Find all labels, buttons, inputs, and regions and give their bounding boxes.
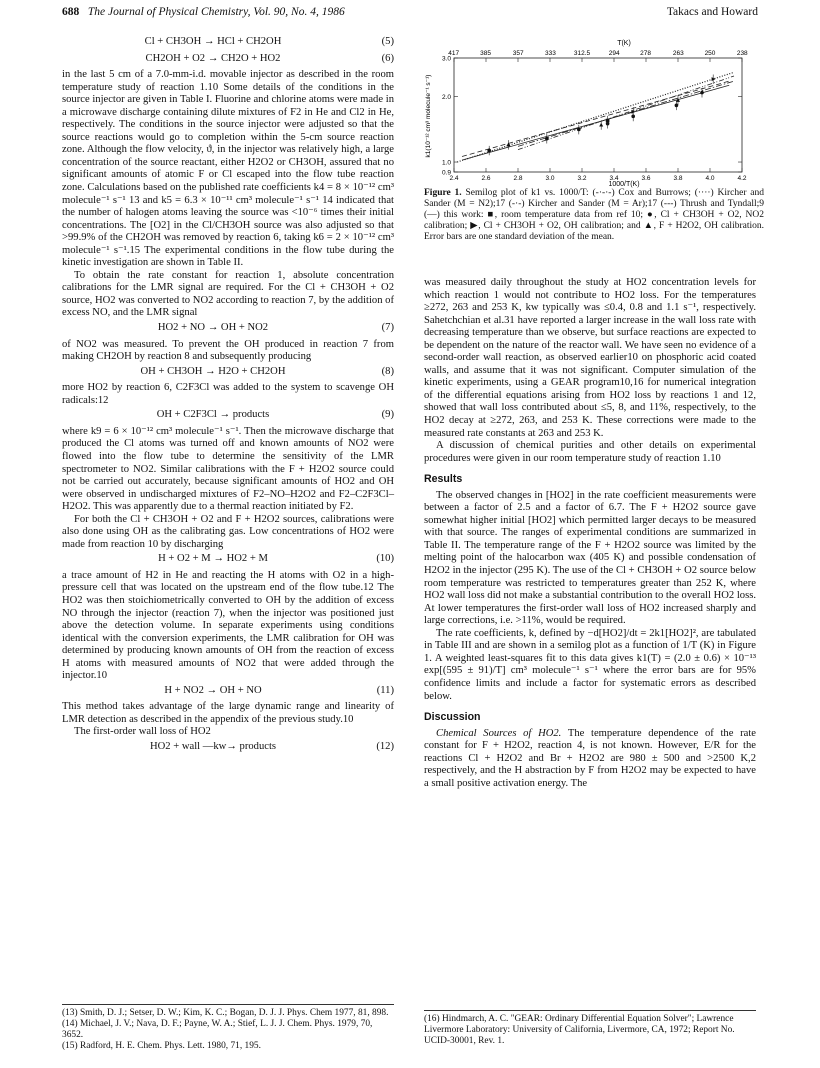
paragraph: more HO2 by reaction 6, C2F3Cl was added to the system to scavenge OH radicals:12 [62, 382, 394, 406]
top-tick-label: 238 [736, 50, 748, 57]
top-tick-label: 385 [480, 50, 492, 57]
paragraph: The first-order wall loss of HO2 [74, 726, 211, 738]
top-tick-label: 333 [545, 50, 556, 57]
figure-caption-text: Semilog plot of k1 vs. 1000/T: (-·-·-) Cox and Burrows; (····) Kircher and Sander (M = N2);17 (-·-) Kircher and Sander (M = Ar);17 (---) Thrush and Tyndall;9 (—) this work: ■, room temperature data from ref 10; ●, Cl + CH3OH + O2, NO2 calibration; ▶, Cl + CH3OH + O2, OH calibration; and ▲, F + H2O2, OH calibration. Error bars are one standard deviation of the mean. [424, 188, 764, 242]
data-point-triangle [599, 123, 603, 127]
top-axis-label: T(K) [617, 40, 631, 47]
equation-expr: CH2OH + O2 → CH2O + HO2 [145, 52, 281, 64]
x-tick-label: 3.8 [673, 175, 683, 182]
equation-number: (8) [381, 365, 394, 377]
section-heading-results: Results [424, 473, 463, 486]
paragraph [424, 728, 756, 791]
y-tick-label: 0.9 [441, 169, 451, 177]
x-tick-label: 2.6 [481, 175, 491, 182]
equation-number: (6) [381, 52, 394, 64]
equation-number: (7) [381, 322, 394, 334]
y-axis-label: k1(10⁻¹² cm³ molecule⁻¹ s⁻¹) [425, 74, 432, 158]
figure-caption [424, 188, 764, 243]
section-heading-discussion: Discussion [424, 711, 481, 724]
x-tick-label: 2.8 [513, 175, 523, 182]
fit-line-dotted [457, 72, 734, 162]
journal-title: The Journal of Physical Chemistry, Vol. 90, No. 4, 1986 [87, 6, 345, 18]
top-tick-label: 250 [704, 50, 716, 57]
plot-frame [454, 58, 742, 172]
paragraph: a trace amount of H2 in He and reacting the H atoms with O2 in a high-pressure cell that was located on the upstream end of the flow tube.12 The HO2 was then stoichiometrically converted to OH by the addition of excess NO through the injector (reaction 7), when the injector was positioned just above the detection volume. In separate experiments using conditions identical with the conversion experiments, the LMR calibration for OH was determined by producing known amounts of OH from the reaction of excess H atoms with measured amounts of NO2 that were added through the injector.10 [62, 569, 394, 682]
top-tick-label: 278 [640, 50, 651, 57]
paragraph: in the last 5 cm of a 7.0-mm-i.d. movable injector as described in the room temperature study of reaction 1.10 Some details of the conditions in the source injector are given in Table I. Fluorine and chlorine atoms were made in a microwave discharge containing dilute mixtures of F2 in He and Cl2 in He, respectively. The conditions in the source injector were adjusted so that the source reactions would go to completion within the 5-cm source reaction zone. Although the flow velocity, ϑ, in the injector was relatively high, a large concentration of the source reactant, either H2O2 or CH3OH, assured that no significant amounts of atomic F or Cl escaped into the flow tube reaction zone. Calculations based on the published rate coefficients k4 = 8 × 10⁻¹² cm³ molecule⁻¹ s⁻¹ 13 and k5 = 6.3 × 10⁻¹¹ cm³ molecule⁻¹ s⁻¹ 14 indicated that the number of halogen atoms leaving the source was <10⁻⁶ times their initial concentrations. The [O2] in the Cl/CH3OH source was also adjusted so that >99.9% of the CH2OH was removed by reaction 6, taking k6 = 2 × 10⁻¹² cm³ molecule⁻¹ s⁻¹.15 The experimental conditions in the flow tube during the kinetic investigation are shown in Table II. [62, 69, 394, 269]
paragraph: was measured daily throughout the study at HO2 concentration levels for which reaction 1 would not contribute to HO2 loss. For the temperatures ≥272, 263 and 253 K, kw typically was ≤0.4, 0.8 and 1.1 s⁻¹, respectively. Sahetchchian et al.31 have reported a larger increase in the wall loss rate with decreasing temperature than we observe, but surface reactions are expected to be dependent on the nature of the reactor wall. We have seen no evidence of a second-order wall reaction, as observed earlier10 on phosphoric acid coated walls, and assume that it was not significant. Computer simulation of the kinetic experiments, using a GEAR program10,16 for numerical integration of the differential equations arising from HO2 loss by reactions 1 and 12, showed that wall loss contributed about ≤5, 8, and 11%, respectively, to the HO2 decay at ≥272, 263, and 253 K. These corrections were made to the measured rate constants at 263 and 253 K. [424, 277, 756, 439]
equation-expr: HO2 + wall —kw→ products [149, 740, 277, 752]
reference: (13) Smith, D. J.; Setser, D. W.; Kim, K. C.; Bogan, D. J. J. Phys. Chem 1977, 81, 898. [62, 1008, 389, 1018]
equation-expr: H + NO2 → OH + NO [164, 684, 262, 696]
data-point-circle [487, 149, 491, 153]
equation-number: (11) [376, 684, 394, 696]
top-tick-label: 263 [672, 50, 684, 57]
top-tick-label: 357 [512, 50, 524, 57]
top-tick-label: 417 [448, 50, 460, 57]
reference: (14) Michael, J. V.; Nava, D. F.; Payne, W. A.; Stief, L. J. J. Chem. Phys. 1979, 70, 3652. [62, 1019, 373, 1040]
paragraph-text: The temperature dependence of the rate constant for F + H2O2, reaction 4, is not known. However, E/R for the reactions Cl + H2O2 and Br + H2O2 are 980 ± 500 and >2500 K,2 respectively, and the H abstraction by F from H2O2 may be expected to have a small positive activation energy. The [424, 727, 757, 789]
y-tick-label: 2.0 [441, 93, 451, 101]
x-tick-label: 3.6 [641, 175, 651, 182]
equation-expr: OH + CH3OH → H2O + CH2OH [140, 365, 286, 377]
equation-10 [62, 553, 394, 566]
semilog-plot [424, 40, 764, 188]
paragraph: The observed changes in [HO2] in the rate coefficient measurements were between a factor of 2.5 and a factor of 6.7. The F + H2O2 source gave somewhat higher initial [HO2] which permitted larger decays to be measured with that source. The ranges of experimental conditions are summarized in Table II. The temperature range of the F + H2O2 source was limited by the melting point of the halocarbon wax (405 K) and possible condensation of H2O2 in the injector (295 K). The use of the Cl + CH3OH + O2 source below room temperature was restricted to temperatures greater than 252 K, where HO2 wall loss did not make a substantial contribution to the overall HO2 loss. At lower temperatures the first-order wall loss of HO2 increased sharply and large corrections, i.e. >11%, would be required. [424, 489, 756, 627]
equation-8 [62, 366, 394, 379]
equation-9 [62, 409, 394, 422]
x-tick-label: 4.0 [705, 175, 715, 182]
equation-expr: Cl + CH3OH → HCl + CH2OH [144, 36, 282, 47]
equation-number: (9) [381, 409, 394, 421]
x-axis-label: 1000/T(K) [608, 181, 640, 188]
figure-caption-label: Figure 1. [424, 188, 462, 198]
reference: (15) Radford, H. E. Chem. Phys. Lett. 1980, 71, 195. [62, 1041, 261, 1051]
paragraph: To obtain the rate constant for reaction 1, absolute concentration calibrations for the LMR signal are required. For the Cl + CH3OH + O2 source, HO2 was converted to NO2 according to reaction 7, by the addition of excess NO, and the LMR signal [62, 269, 394, 319]
y-tick-label: 1.0 [441, 159, 451, 167]
equation-12 [62, 741, 394, 754]
equation-number: (12) [376, 740, 394, 752]
equation-expr: H + O2 + M → HO2 + M [158, 553, 268, 565]
equation-number: (5) [381, 36, 394, 47]
page-header [62, 6, 758, 24]
fit-line-dashed [462, 81, 729, 156]
x-tick-label: 3.0 [545, 175, 555, 182]
right-column [424, 277, 756, 790]
paragraph: A discussion of chemical purities and other details on experimental procedures were given in our room temperature study of reaction 1.10 [424, 440, 756, 464]
data-point-circle [577, 128, 581, 132]
x-tick-label: 4.2 [737, 175, 747, 182]
footnotes-left [62, 1004, 394, 1052]
paragraph: of NO2 was measured. To prevent the OH produced in reaction 7 from making CH2OH by reaction 8 and subsequently producing [62, 338, 394, 363]
paragraph: where k9 = 6 × 10⁻¹² cm³ molecule⁻¹ s⁻¹. Then the microwave discharge that produced the Cl atoms was turned off and known amounts of NO2 were flowed into the flow tube to determine the sensitivity of the LMR spectrometer to NO2. Similar calibrations with the F + H2O2 source could not be carried out accurately, because significant amounts of HO2 and OH were observed in undischarged mixtures of F2–NO–H2O2 and F2–C2F3Cl–H2O2. This was apparently due to a thermal reaction initiated by F2. [62, 425, 394, 513]
fit-line-dash-dot-dot [518, 76, 734, 150]
paragraph: This method takes advantage of the large dynamic range and linearity of LMR detection as described in the appendix of the previous study.10 [62, 701, 394, 725]
y-tick-label: 3.0 [441, 55, 451, 63]
equation-expr: HO2 + NO → OH + NO2 [157, 322, 269, 334]
x-tick-label: 2.4 [449, 175, 459, 182]
equation-7 [62, 322, 394, 335]
data-point-square [606, 119, 610, 123]
subsection-heading: Chemical Sources of HO2. [436, 727, 562, 739]
reference: (16) Hindmarch, A. C. "GEAR: Ordinary Differential Equation Solver"; Lawrence Livermore Laboratory: University of California, Livermore, CA, 1972; Report No. UCID-30001, Rev. 1. [424, 1014, 735, 1046]
data-point-circle [545, 137, 549, 141]
running-authors: Takacs and Howard [666, 6, 758, 18]
data-point-circle [700, 91, 704, 95]
equation-6 [62, 53, 394, 66]
page-number: 688 [62, 6, 80, 18]
top-tick-label: 294 [608, 50, 620, 57]
paragraph: For both the Cl + CH3OH + O2 and F + H2O2 sources, calibrations were also done using OH as the calibrating gas. Low concentrations of HO2 were made from reaction 10 by discharging [62, 513, 394, 550]
equation-number: (10) [376, 553, 394, 565]
fit-line-dash-dot [518, 81, 734, 146]
x-tick-label: 3.2 [577, 175, 587, 182]
paragraph: The rate coefficients, k, defined by −d[HO2]/dt = 2k1[HO2]², are tabulated in Table III and are shown in a semilog plot as a function of 1/T (K) in Figure 1. A weighted least-squares fit to this data gives k1(T) = (2.0 ± 0.6) × 10⁻¹³ exp[(595 ± 91)/T] cm³ molecule⁻¹ s⁻¹ where the error bars are for 95% confidence limits and include a factor for systematic errors as described below. [424, 627, 756, 702]
data-point-circle [675, 104, 679, 108]
footnotes-right [424, 1010, 756, 1047]
equation-expr: OH + C2F3Cl → products [156, 409, 270, 421]
equation-5 [62, 36, 394, 49]
x-tick-label: 3.4 [609, 175, 619, 182]
equation-11 [62, 685, 394, 698]
left-column [62, 34, 394, 758]
top-tick-label: 312.5 [573, 50, 591, 57]
